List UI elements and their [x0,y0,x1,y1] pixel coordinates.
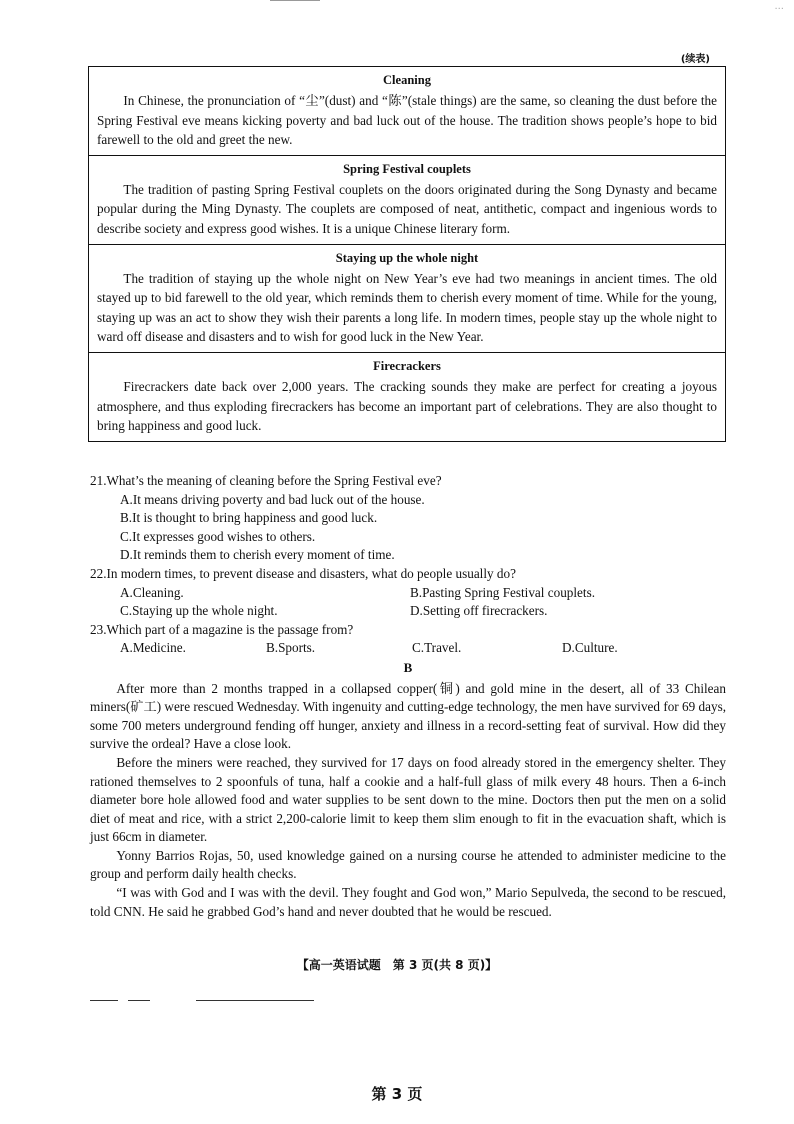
section-b-heading: B [403,659,413,675]
page-number: 第 3 页 [371,1085,423,1103]
option-22a: A.Cleaning. [120,584,184,600]
table-row-firecrackers [89,353,725,441]
option-23d: D.Culture. [562,640,618,656]
option-21d: D.It reminds them to cherish every moment of time. [120,547,395,563]
row-text: In Chinese, the pronunciation of “尘”(dust) and “陈”(stale things) are the same, so cleaning the dust before the Spring Festival eve means kicking poverty and bad luck out of the house. The tradition shows people’s hope to bid farewell to the old and greet the new. [97,93,717,148]
option-21c: C.It expresses good wishes to others. [120,528,316,544]
table-row-couplets [89,156,725,245]
customs-table [88,66,726,442]
option-21a: A.It means driving poverty and bad luck out of the house. [120,491,425,507]
page-footer: 【高一英语试题 第 3 页(共 8 页)】 [296,958,498,972]
row-title: Spring Festival couplets [343,161,471,176]
row-title: Cleaning [383,73,431,87]
questions-block [90,472,726,921]
option-23a: A.Medicine. [120,640,186,656]
table-row-cleaning [89,67,725,156]
paragraph: Yonny Barrios Rojas, 50, used knowledge gained on a nursing course he attended to administer medicine to the group and perform daily health checks. [90,847,726,882]
row-text: The tradition of staying up the whole night on New Year’s eve had two meanings in ancient times. The old stayed up to bid farewell to the old year, which reminds them to cherish every moment of time. While for the young, staying up was an act to show they wish their parents a long life. In modern times, people stay up the whole night to ward off disease and disasters and to wish for good luck in the New Year. [97,270,717,345]
paragraph: After more than 2 months trapped in a collapsed copper(铜) and gold mine in the desert, all of 33 Chilean miners(矿工) were rescued Wednesday. With ingenuity and cutting-edge technology, the men have survived for 69 days, some 700 meters underground fending off hunger, anxiety and illness in a record-setting feat of survival. How did they survive the ordeal? Have a close look. [90,680,726,752]
top-rule [270,0,320,1]
footer-rule [128,1000,150,1001]
option-23b: B.Sports. [266,640,316,656]
corner-mark: ··· [774,4,784,15]
table-row-staying-up [89,245,725,353]
question-23: 23.Which part of a magazine is the passage from? [90,621,354,637]
option-22d: D.Setting off firecrackers. [410,603,548,619]
option-21b: B.It is thought to bring happiness and good luck. [120,510,378,526]
option-22c: C.Staying up the whole night. [120,603,278,619]
footer-rule [196,1000,314,1001]
paragraph: Before the miners were reached, they survived for 17 days on food already stored in the emergency shelter. They rationed themselves to 2 spoonfuls of tuna, half a cookie and a half-full glass of milk every 48 hours. Then a 6-inch diameter bore hole allowed food and water supplies to be sent down to the mine. Doctors then put the men on a solid diet of meat and rice, with a strict 2,200-calorie limit to keep them slim enough to fit in the evacuation shaft, which is just 66cm in diameter. [90,754,726,845]
option-23c: C.Travel. [412,640,462,656]
row-title: Firecrackers [373,358,441,373]
row-text: Firecrackers date back over 2,000 years. The cracking sounds they make are perfect for creating a joyous atmosphere, and thus exploding firecrackers has become an important part of celebrations. They are also thought to bring happiness and good luck. [97,378,717,434]
question-21: 21.What’s the meaning of cleaning before the Spring Festival eve? [90,473,442,488]
footer-rule [90,1000,118,1001]
continued-label: (续表) [680,54,710,65]
paragraph: “I was with God and I was with the devil. They fought and God won,” Mario Sepulveda, the second to be rescued, told CNN. He said he grabbed God’s hand and never doubted that he would be rescued. [90,885,726,919]
row-text: The tradition of pasting Spring Festival couplets on the doors originated during the Song Dynasty and became popular during the Ming Dynasty. The couplets are composed of neat, antithetic, compact and ingenious words to describe society and express good wishes. It is a unique Chinese literary form. [97,181,717,236]
row-title: Staying up the whole night [335,250,479,265]
passage-b [90,680,726,922]
question-22: 22.In modern times, to prevent disease and disasters, what do people usually do? [90,565,516,581]
option-22b: B.Pasting Spring Festival couplets. [410,584,595,600]
options-23 [120,639,726,658]
options-22 [120,584,726,621]
